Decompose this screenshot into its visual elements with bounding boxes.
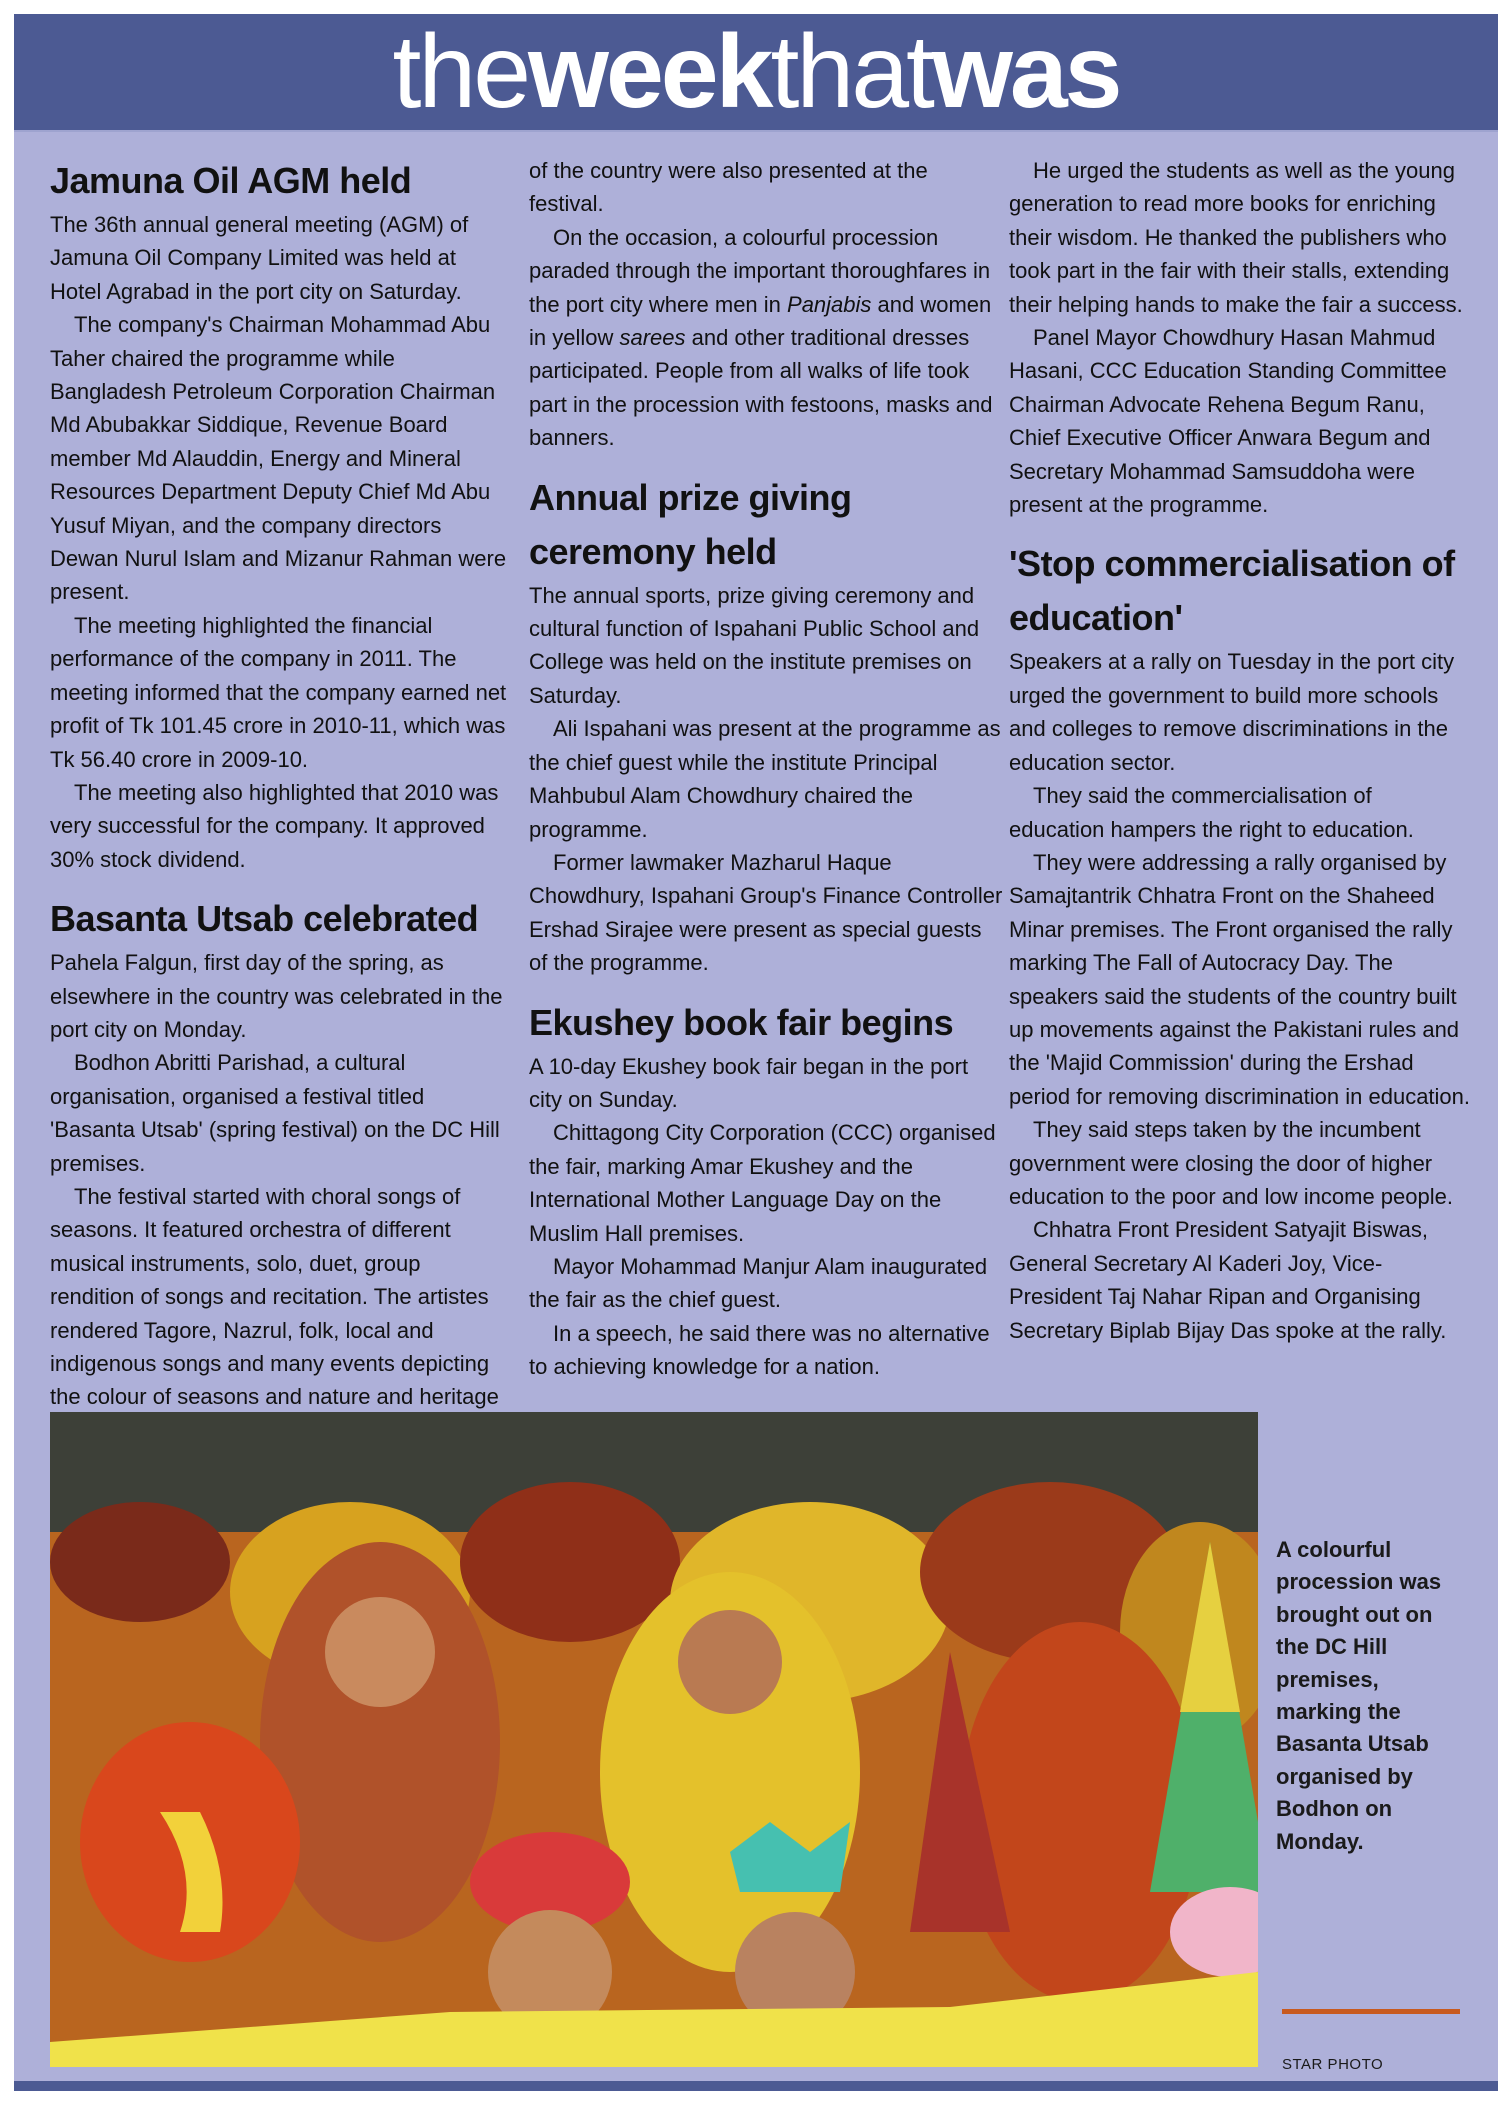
text-run: On the occasion, a colourful procession paraded through the important thoroughfares in the port city where men in	[529, 224, 991, 317]
photo-caption: A colourful procession was brought out on the DC Hill premises, marking the Basanta Utsab organised by Bodhon on Monday.	[1276, 1537, 1442, 1854]
paragraph: Mayor Mohammad Manjur Alam inaugurated the fair as the chief guest.	[529, 1253, 988, 1313]
paragraph: The 36th annual general meeting (AGM) of Jamuna Oil Company Limited was held at Hotel Agrabad in the port city on Saturday.	[50, 212, 469, 304]
text-emphasis: Panjabis	[787, 291, 872, 317]
caption-rule	[1282, 2009, 1460, 2014]
paragraph: He urged the students as well as the young generation to read more books for enriching their wisdom. He thanked the publishers who took part in the fair with their stalls, extending their helping hands to make the fair a success.	[1009, 158, 1463, 317]
paragraph: They said the commercialisation of education hampers the right to education.	[1009, 783, 1414, 842]
column-3	[1009, 154, 1471, 1347]
paragraph: Ali Ispahani was present at the programme as the chief guest while the institute Principal Mahbubul Alam Chowdhury chaired the programme.	[529, 716, 1001, 842]
paragraph: A 10-day Ekushey book fair began in the port city on Sunday.	[529, 1053, 969, 1112]
photo-illustration	[50, 1412, 1258, 2067]
paragraph-continued: of the country were also presented at the festival.	[529, 158, 928, 217]
paragraph: Former lawmaker Mazharul Haque Chowdhury, Ispahani Group's Finance Controller Ershad Sirajee were present as special guests of the programme.	[529, 849, 1003, 976]
column-1	[50, 154, 510, 1414]
paragraph: Pahela Falgun, first day of the spring, as elsewhere in the country was celebrated in the port city on Monday.	[50, 950, 503, 1042]
masthead-was: was	[931, 14, 1120, 130]
text-run: and women in yellow	[529, 291, 992, 351]
bottom-band	[14, 2081, 1498, 2091]
paragraph: Speakers at a rally on Tuesday in the port city urged the government to build more schools and colleges to remove discriminations in the education sector.	[1009, 649, 1455, 775]
headline-annual-prize: Annual prize giving ceremony held	[529, 476, 852, 572]
headline-basanta-utsab: Basanta Utsab celebrated	[50, 898, 479, 940]
paragraph: Chittagong City Corporation (CCC) organised the fair, marking Amar Ekushey and the International Mother Language Day on the Muslim Hall premises.	[529, 1120, 996, 1246]
paragraph: Chhatra Front President Satyajit Biswas, General Secretary Al Kaderi Joy, Vice-President Taj Nahar Ripan and Organising Secretary Biplab Bijay Das spoke at the rally.	[1009, 1217, 1447, 1343]
headline-ekushey-book-fair: Ekushey book fair begins	[529, 1001, 954, 1043]
paragraph: The annual sports, prize giving ceremony and cultural function of Ispahani Public School and College was held on the institute premises on Saturday.	[529, 582, 980, 708]
photo-credit: STAR PHOTO	[1282, 2056, 1384, 2073]
paragraph: The meeting highlighted the financial performance of the company in 2011. The meeting informed that the company earned net profit of Tk 101.45 crore in 2010-11, which was Tk 56.40 crore in 2009-10.	[50, 612, 507, 772]
masthead-that: that	[770, 14, 932, 130]
headline-jamuna-oil: Jamuna Oil AGM held	[50, 160, 412, 201]
paragraph: They said steps taken by the incumbent government were closing the door of higher education to the poor and low income people.	[1009, 1117, 1453, 1209]
paragraph	[529, 221, 1004, 455]
column-2	[529, 154, 1004, 1384]
paragraph: The meeting also highlighted that 2010 was very successful for the company. It approved 30% stock dividend.	[50, 779, 499, 872]
paragraph: The company's Chairman Mohammad Abu Taher chaired the programme while Bangladesh Petroleum Corporation Chairman Md Abubakkar Siddique, Revenue Board member Md Alauddin, Energy and Mineral Resources Department Deputy Chief Md Abu Yusuf Miyan, and the company directors Dewan Nurul Islam and Mizanur Rahman were present.	[50, 312, 507, 605]
paragraph: Bodhon Abritti Parishad, a cultural organisation, organised a festival titled 'Basanta Utsab' (spring festival) on the DC Hill premises.	[50, 1050, 500, 1176]
text-emphasis: sarees	[619, 325, 686, 351]
text-run: and other traditional dresses participated. People from all walks of life took part in the procession with festoons, masks and banners.	[529, 325, 993, 451]
masthead-week: week	[528, 14, 771, 130]
paragraph: Panel Mayor Chowdhury Hasan Mahmud Hasani, CCC Education Standing Committee Chairman Advocate Rehena Begum Ranu, Chief Executive Officer Anwara Begum and Secretary Mohammad Samsuddoha were present at the programme.	[1009, 325, 1447, 518]
headline-stop-commercialisation: 'Stop commercialisation of education'	[1009, 543, 1455, 639]
masthead	[14, 14, 1498, 132]
paragraph: In a speech, he said there was no alternative to achieving knowledge for a nation.	[529, 1320, 990, 1380]
paragraph: The festival started with choral songs of seasons. It featured orchestra of different musical instruments, solo, duet, group rendition of songs and recitation. The artistes rendered Tagore, Nazrul, folk, local and indigenous songs and many events depicting the colour of seasons and nature and heritage	[50, 1183, 499, 1410]
paragraph: They were addressing a rally organised by Samajtantrik Chhatra Front on the Shaheed Minar premises. The Front organised the rally marking The Fall of Autocracy Day. The speakers said the students of the country built up movements against the Pakistani rules and the 'Majid Commission' during the Ershad period for removing discrimination in education.	[1009, 849, 1471, 1109]
festival-photo	[50, 1412, 1258, 2067]
masthead-the: the	[392, 14, 529, 130]
newspaper-page	[14, 14, 1498, 2091]
